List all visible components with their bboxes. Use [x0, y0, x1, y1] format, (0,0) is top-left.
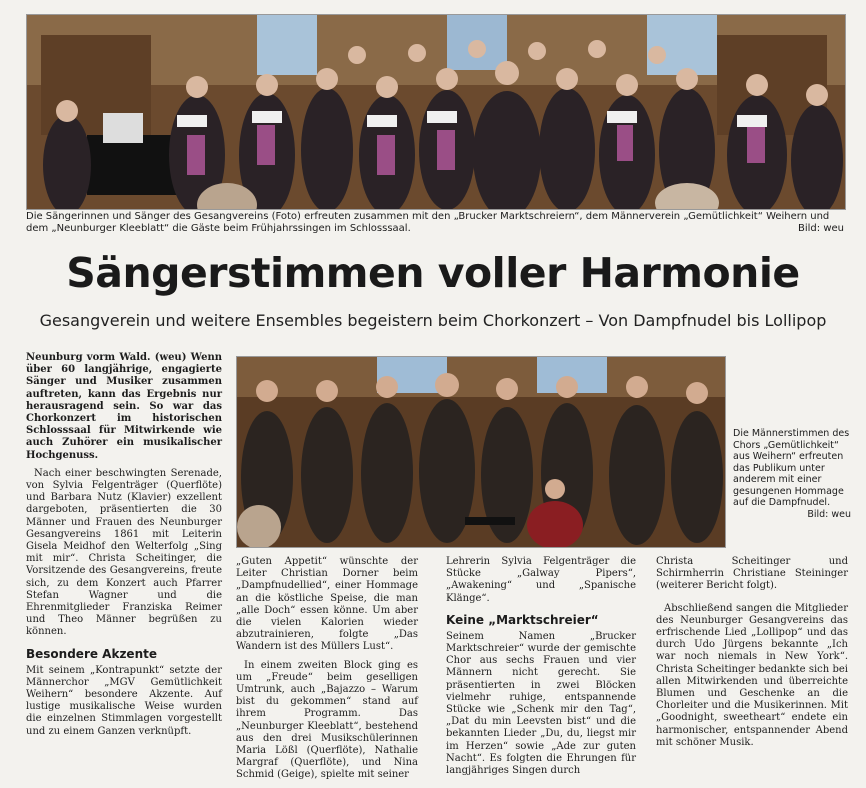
paragraph: „Guten Appetit“ wünschte der Leiter Christian Dorner beim „Dampfnudellied“, einer Hommage an die köstliche Speise, die man „alle Doch“ essen könne. Um aber die vielen Kalorien wieder abzutrainieren, folgte „Das Wandern ist des Müllers Lust“. [236, 556, 418, 653]
top-photo-caption [26, 211, 844, 235]
paragraph: In einem zweiten Block ging es um „Freude“ beim geselligen Umtrunk, auch „Bajazzo – Warum bist du gekommen“ stand auf ihrem Programm. Das „Neunburger Kleeblatt“, bestehend aus den drei Musikschülerinnen Maria Lößl (Querflöte), Nathalie Margraf (Querflöte), und Nina Schmid (Geige), spielte mit seiner [236, 659, 418, 781]
paragraph: Seinem Namen „Brucker Marktschreier“ wurde der gemischte Chor aus sechs Frauen und vier Männern nicht gerecht. Sie präsentierten in zwei Blöcken vielmehr ruhige, entspannende Stücke wie „Schenk mir den Tag“, „Dat du min Leevsten bist“ und die bekannten Lieder „Du, du, liegst mir im Herzen“ sowie „Ade zur guten Nacht“. Es folgten die Ehrungen für langjähriges Singen durch [446, 630, 636, 777]
mid-photo-credit: Bild: weu [807, 508, 851, 520]
men-choir-photo [236, 356, 726, 548]
lead-paragraph: Neunburg vorm Wald. (weu) Wenn über 60 langjährige, engagierte Sänger und Musiker zusammen auftreten, kann das Ergebnis nur herausragend sein. So war das Chorkonzert im historischen Schlosssaal für Mitwirkende wie auch Zuhörer ein musikalischer Hochgenuss. [26, 352, 222, 461]
mid-photo-caption-text: Die Männerstimmen des Chors „Gemütlichkeit“ aus Weihern“ erfreuten das Publikum unter anderem mit einer gesungenen Hommage auf die Dampfnudel. [733, 428, 850, 508]
top-choir-photo [26, 14, 846, 210]
article-column-4 [656, 556, 848, 755]
article-column-2 [236, 556, 418, 788]
subheadline: Gesangverein und weitere Ensembles begeistern beim Chorkonzert – Von Dampfnudel bis Lollipop [39, 311, 827, 330]
paragraph: Lehrerin Sylvia Felgenträger die Stücke „Galway Pipers“, „Awakening“ und „Spanische Klänge“. [446, 556, 636, 604]
top-photo-caption-text: Die Sängerinnen und Sänger des Gesangvereins (Foto) erfreuten zusammen mit den „Brucker Marktschreiern“, dem Männerverein „Gemütlichkeit“ Weihern und dem „Neunburger Kleeblatt“ die Gäste beim Frühjahrssingen im Schlosssaal. [26, 211, 830, 234]
paragraph: Mit seinem „Kontrapunkt“ setzte der Männerchor „MGV Gemütlichkeit Weihern“ besondere Akzente. Auf lustige musikalische Weise wurden die einzelnen Stimmlagen vorgestellt und zu einem Ganzen verknüpft. [26, 664, 222, 737]
headline: Sängerstimmen voller Harmonie [66, 249, 800, 297]
paragraph: Abschließend sangen die Mitglieder des Neunburger Gesangvereins das erfrischende Lied „Lollipop“ und das durch Udo Jürgens bekannte „Ich war noch niemals in New York“. Christa Scheitinger bedankte sich bei allen Mitwirkenden und überreichte Blumen und Geschenke an die Chorleiter und die Musikerinnen. Mit „Goodnight, sweetheart“ endete ein harmonischer, entspannender Abend mit schöner Musik. [656, 602, 848, 748]
subheading: Besondere Akzente [26, 646, 157, 661]
paragraph: Christa Scheitinger und Schirmherrin Christiane Steininger (weiterer Bericht folgt). [656, 556, 848, 592]
mid-photo-caption [733, 428, 851, 520]
article-column-1 [26, 352, 222, 744]
top-photo-credit: Bild: weu [798, 223, 844, 234]
paragraph: Nach einer beschwingten Serenade, von Sylvia Felgenträger (Querflöte) und Barbara Nutz (Klavier) exzellent dargeboten, präsentierten die 30 Männer und Frauen des Neunburger Gesangvereins 1861 mit Leiterin Gisela Meidhof den Welterfolg „Sing mit mir“. Christa Scheitinger, die Vorsitzende des Gesangvereins, freute sich, zu dem Konzert auch Pfarrer Stefan Wagner und die Ehrenmitglieder Franziska Reimer und Theo Männer begrüßen zu können. [26, 467, 222, 638]
subheading: Keine „Marktschreier“ [446, 612, 599, 627]
article-column-3 [446, 556, 636, 783]
